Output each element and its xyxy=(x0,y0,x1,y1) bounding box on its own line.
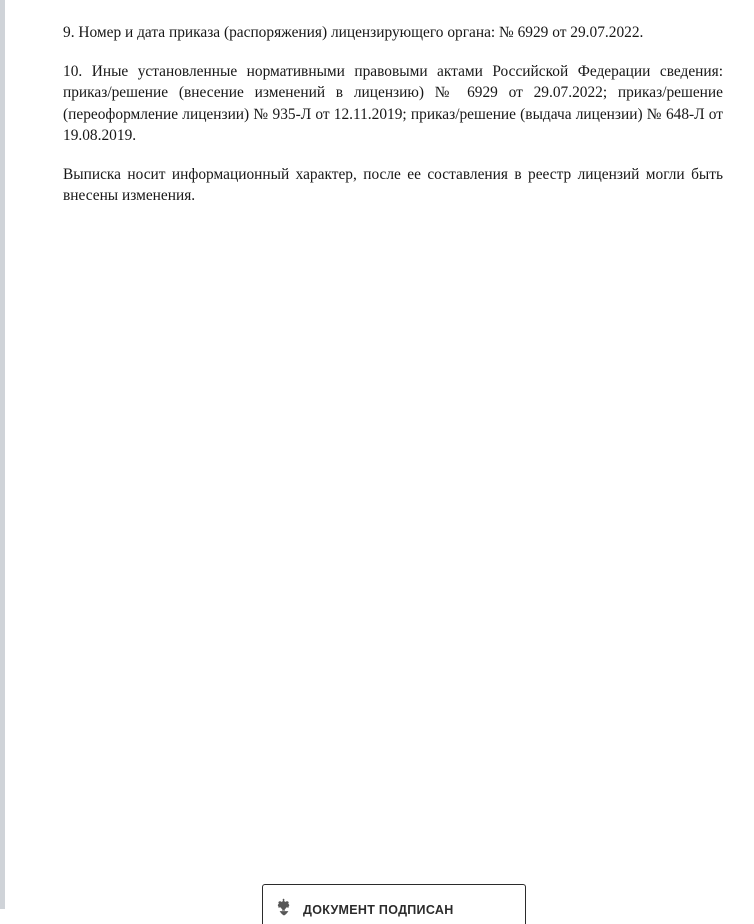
digital-signature-label: ДОКУМЕНТ ПОДПИСАН xyxy=(303,902,454,917)
paragraph-item-9: 9. Номер и дата приказа (распоряжения) лицензирующего органа: № 6929 от 29.07.2022. xyxy=(63,24,644,41)
page-left-edge-rule xyxy=(0,0,5,909)
document-body xyxy=(63,22,727,207)
digital-signature-stamp-content xyxy=(263,885,525,924)
coat-of-arms-icon xyxy=(273,897,295,919)
signature-stamp-area xyxy=(0,884,754,917)
paragraph-disclaimer: Выписка носит информационный характер, после ее составления в реестр лицензий могли быть внесены изменения. xyxy=(63,165,727,204)
digital-signature-stamp xyxy=(262,884,526,924)
paragraph-item-10: 10. Иные установленные нормативными правовыми актами Российской Федерации сведения: приказ/решение (внесение изменений в лицензию) № 6929 от 29.07.2022; приказ/решение (переоформление лицензии) № 935-Л от 12.11.2019; приказ/решение (выдача лицензии) № 648-Л от 19.08.2019. xyxy=(63,62,727,144)
